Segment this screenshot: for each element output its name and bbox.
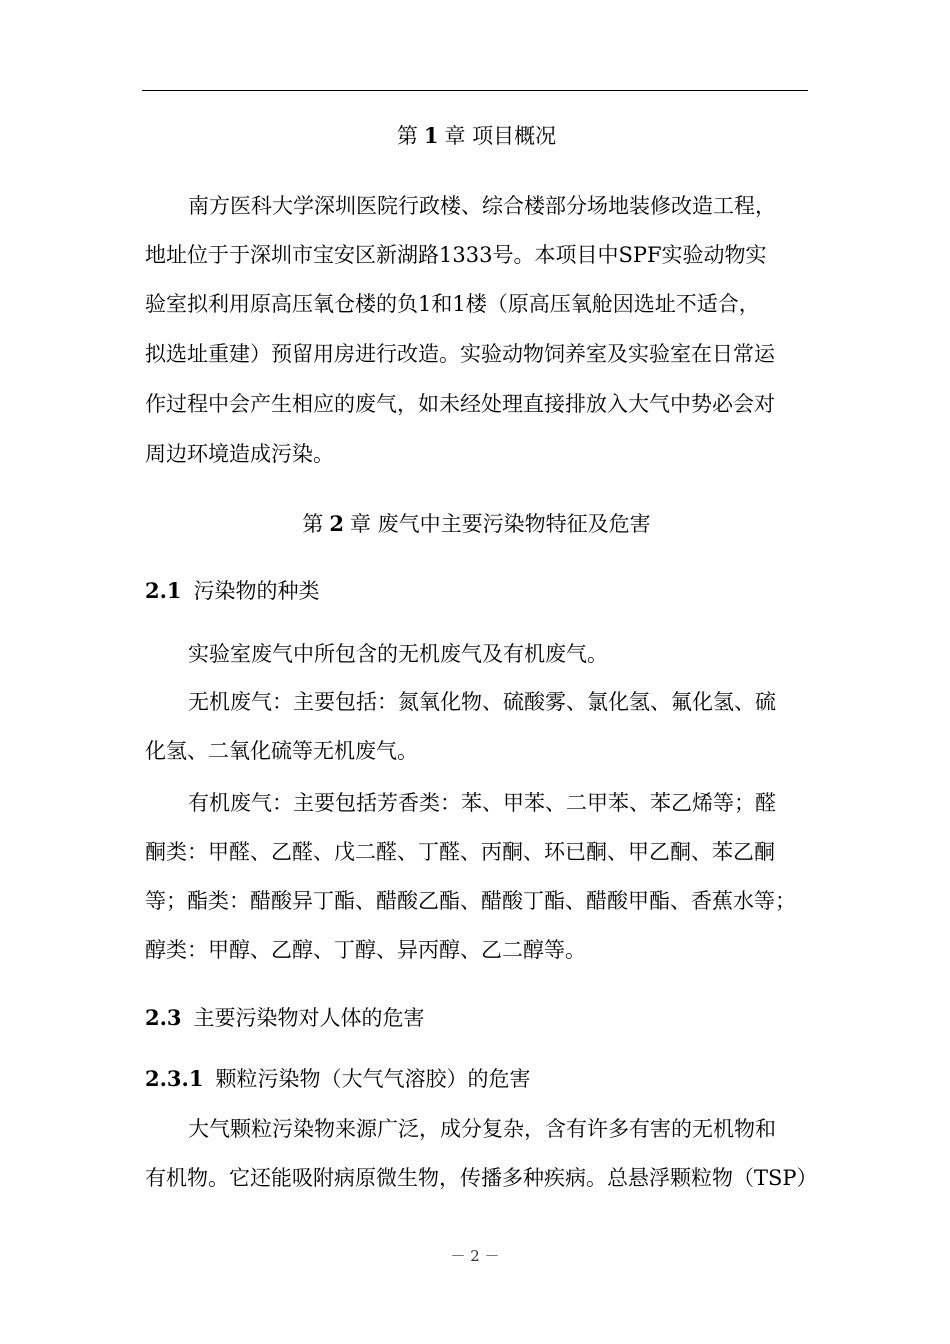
page-number: － 2 －: [450, 1247, 500, 1265]
section-number: 2.3.1: [145, 1066, 204, 1091]
paragraph-line: 大气颗粒污染物来源广泛，成分复杂，含有许多有害的无机物和: [188, 1117, 776, 1141]
section-number: 2.1: [145, 578, 182, 603]
chapter-2-title: [145, 510, 808, 538]
paragraph-line: 实验室废气中所包含的无机废气及有机废气。: [188, 642, 608, 666]
chapter-2-number: 2: [329, 511, 344, 536]
section-2-3-heading: [145, 1004, 425, 1032]
section-title: 主要污染物对人体的危害: [193, 1006, 425, 1030]
paragraph-line: 酮类：甲醛、乙醛、戊二醛、丁醛、丙酮、环已酮、甲乙酮、苯乙酮: [145, 840, 775, 864]
paragraph-line: 化氢、二氧化硫等无机废气。: [145, 739, 418, 763]
section-2-1-heading: [145, 577, 320, 605]
chapter-2-prefix: 第: [302, 512, 324, 536]
section-number: 2.3: [145, 1005, 182, 1030]
chapter-1-suffix: 章 项目概况: [444, 124, 557, 148]
paragraph-line: 醇类：甲醇、乙醇、丁醇、异丙醇、乙二醇等。: [145, 938, 586, 962]
chapter-1-prefix: 第: [396, 124, 418, 148]
paragraph-line: 等；酯类：醋酸异丁酯、醋酸乙酯、醋酸丁酯、醋酸甲酯、香蕉水等；: [145, 889, 796, 913]
chapter-1-number: 1: [423, 123, 439, 148]
paragraph-line: 作过程中会产生相应的废气，如未经处理直接排放入大气中势必会对: [145, 392, 775, 416]
section-title: 污染物的种类: [193, 579, 320, 603]
paragraph-line: 南方医科大学深圳医院行政楼、综合楼部分场地装修改造工程，: [188, 194, 776, 218]
section-title: 颗粒污染物（大气气溶胶）的危害: [215, 1067, 531, 1091]
paragraph-line: 无机废气：主要包括：氮氧化物、硫酸雾、氯化氢、氟化氢、硫: [188, 690, 776, 714]
paragraph-line: 拟选址重建）预留用房进行改造。实验动物饲养室及实验室在日常运: [145, 342, 775, 366]
paragraph-line: 有机物。它还能吸附病原微生物，传播多种疾病。总悬浮颗粒物（TSP）: [145, 1166, 818, 1190]
paragraph-line: 有机废气：主要包括芳香类：苯、甲苯、二甲苯、苯乙烯等；醛: [188, 791, 776, 815]
chapter-2-suffix: 章 废气中主要污染物特征及危害: [349, 512, 651, 536]
section-2-3-1-heading: [145, 1065, 530, 1093]
header-rule: [142, 90, 808, 91]
paragraph-line: 地址位于于深圳市宝安区新湖路1333号。本项目中SPF实验动物实: [145, 243, 767, 267]
paragraph-line: 验室拟利用原高压氧仓楼的负1和1楼（原高压氧舱因选址不适合，: [145, 292, 760, 316]
chapter-1-title: [145, 122, 808, 150]
paragraph-line: 周边环境造成污染。: [145, 442, 334, 466]
